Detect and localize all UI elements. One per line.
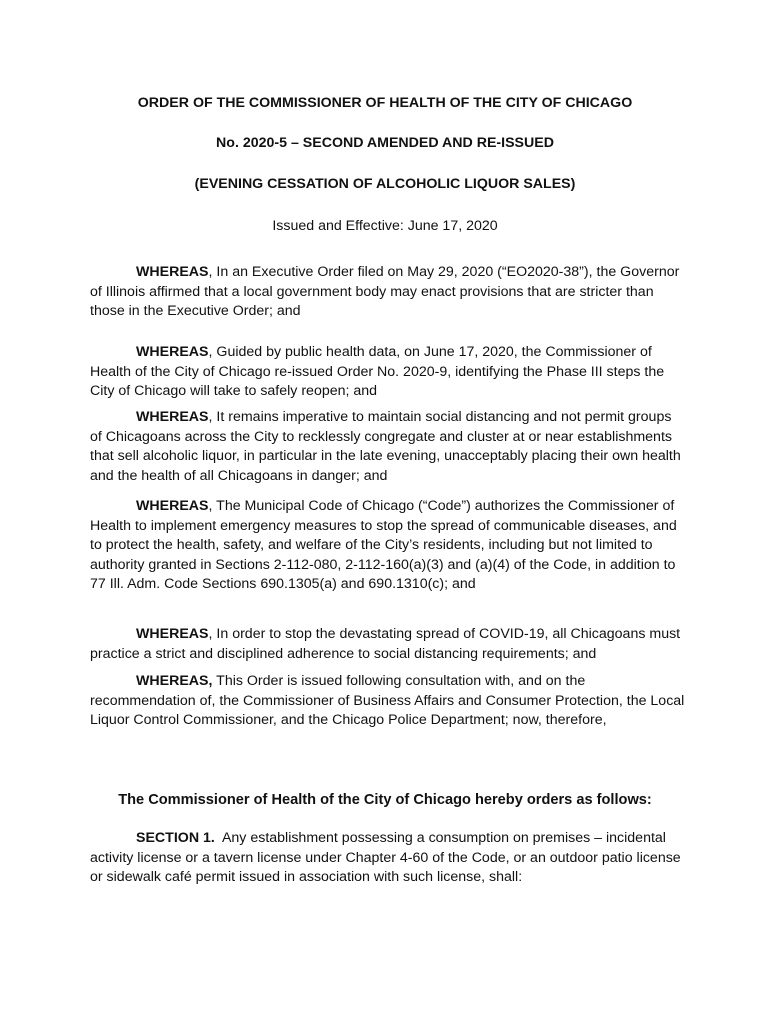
section-lead: SECTION 1. — [136, 830, 215, 846]
whereas-text: , The Municipal Code of Chicago (“Code”) authorizes the Commissioner of Health to implement emergency measures to stop the spread of communicable diseases, and to protect the health, safety, and welfare of the City’s residents, including but not limited to authority granted in Sections 2-112-080, 2-112-160(a)(3) and (a)(4) of the Code, in addition to 77 Ill. Adm. Code Sections 690.1305(a) and 690.1310(c); and — [90, 498, 677, 593]
whereas-paragraph-1 — [90, 263, 686, 322]
whereas-text: , In order to stop the devastating spread of COVID-19, all Chicagoans must practice a strict and disciplined adherence to social distancing requirements; and — [90, 626, 681, 662]
whereas-paragraph-4 — [90, 497, 686, 595]
section-text: Any establishment possessing a consumption on premises – incidental activity license or a tavern license under Chapter 4-60 of the Code, or an outdoor patio license or sidewalk café permit issued in association with such license, shall: — [90, 830, 685, 886]
whereas-lead: WHEREAS — [136, 498, 209, 514]
order-number: No. 2020-5 – SECOND AMENDED AND RE-ISSUED — [216, 135, 554, 151]
whereas-text: This Order is issued following consultation with, and on the recommendation of, the Commissioner of Business Affairs and Consumer Protection, the Local Liquor Control Commissioner, and the Chicago Police Department; now, therefore, — [90, 673, 685, 729]
section-1-paragraph — [90, 829, 686, 888]
whereas-paragraph-6 — [90, 672, 686, 731]
whereas-text: , In an Executive Order filed on May 29, 2020 (“EO2020-38”), the Governor of Illinois affirmed that a local government body may enact provisions that are stricter than those in the Executive Order; and — [90, 264, 680, 320]
issued-date: Issued and Effective: June 17, 2020 — [272, 218, 498, 234]
whereas-lead: WHEREAS — [136, 344, 209, 360]
whereas-lead: WHEREAS, — [136, 673, 213, 689]
whereas-text: , Guided by public health data, on June 17, 2020, the Commissioner of Health of the City of Chicago re-issued Order No. 2020-9, identifying the Phase III steps the City of Chicago will take to safely reopen; and — [90, 344, 665, 400]
whereas-lead: WHEREAS — [136, 409, 209, 425]
whereas-lead: WHEREAS — [136, 626, 209, 642]
whereas-paragraph-5 — [90, 625, 686, 664]
whereas-paragraph-3 — [90, 408, 686, 486]
order-subtitle: (EVENING CESSATION OF ALCOHOLIC LIQUOR SALES) — [194, 176, 576, 192]
whereas-paragraph-2 — [90, 343, 686, 402]
order-title: ORDER OF THE COMMISSIONER OF HEALTH OF THE CITY OF CHICAGO — [137, 95, 633, 111]
whereas-text: , It remains imperative to maintain social distancing and not permit groups of Chicagoans across the City to recklessly congregate and cluster at or near establishments that sell alcoholic liquor, in particular in the late evening, unacceptably placing their own health and the health of all Chicagoans in danger; and — [90, 409, 681, 484]
orders-heading: The Commissioner of Health of the City of Chicago hereby orders as follows: — [118, 792, 652, 808]
whereas-lead: WHEREAS — [136, 264, 209, 280]
